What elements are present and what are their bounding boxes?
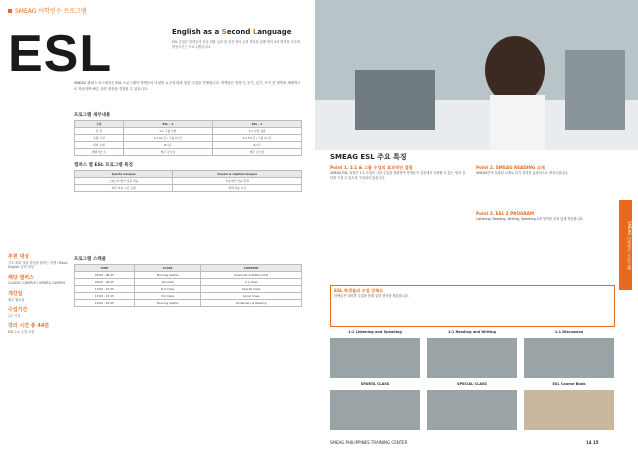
table-row: 09:00 - 09:45 1st Class 1:1 Class <box>75 279 302 286</box>
program-detail-table: 구분 ESL - 1 ESL - 2 특 징 1:1 그룹 수업 1:1 수업 집중 수업 구성 1:1 4시간 / 그룹 2시간 1:1 5시간 / 그룹 1시간 일일 수업 8시간 9시간 레벨 테스트 매주 금요일 매주 금요일 <box>74 120 302 156</box>
side-tab: SMEAG 어학연수 프로그램 <box>619 200 632 290</box>
table-row: 의무 자습 시간 포함 선택 자습 시간 <box>75 185 302 192</box>
photo-coursebook <box>524 390 614 430</box>
caption-6: ESL Course Book <box>552 382 586 386</box>
schedule-table: TIME CLASS CONTENT 08:00 - 08:45 Morning Sparta Grammar & Pattern Drill 09:00 - 09:45 1st Class 1:1 Class 10:00 - 10:45 2nd Class Special Class 13:00 - 13:45 3rd Class Group Class 19:00 - 20:45 Evening Sparta Vocabulary & Reading <box>74 264 302 307</box>
caption-3: 1:1 Discussion <box>554 330 584 334</box>
footer: SMEAG PHILIPPINES TRAINING CENTER <box>330 440 408 445</box>
note-period: 수업기간 1주 이상 <box>8 307 28 318</box>
campus-feature-table: Sparta Campus Classic & Capital Campus 스파르타 방식 집중 학습 자율적인 학습 환경 의무 자습 시간 포함 선택 자습 시간 <box>74 170 302 192</box>
subtitle-description: ESL 수업은 학생들의 일상 회화 실력 및 실전 영어 능력 향상을 위해 영어 4대 영역을 고르게 발전시키는 프로그램입니다. <box>172 40 300 49</box>
page-title: ESL <box>8 25 113 83</box>
hero-photo <box>315 0 638 150</box>
left-notes <box>8 255 68 335</box>
page-numbers: 14 15 <box>586 440 599 445</box>
photo-reading <box>427 338 517 378</box>
photo-sparta <box>330 390 420 430</box>
note-start: 개강일 매주 월요일 <box>8 290 25 302</box>
header-tag: SMEAG 어학연수 프로그램 <box>8 6 87 15</box>
features-title: SMEAG ESL 주요 특징 <box>330 153 407 161</box>
feature-point-3: Point 3. ESL 2 PROGRAM Listening, Reading, Writing, Speaking 4개 영역을 균형 있게 학습합니다. <box>476 211 584 221</box>
subtitle: English as a Second Language <box>172 28 292 36</box>
caption-2: 1:1 Reading and Writing <box>447 330 496 334</box>
table-row: 일일 수업 8시간 9시간 <box>75 142 302 149</box>
intro-text: SMEAG 캠퍼스 코스에서는 ESL 프로그램이 학생들의 다양한 요구에 따라 맞춤 수업을 진행합니다. 학생들은 말하기, 듣기, 읽기, 쓰기 전 영역을 체계적으로 학습하며 빠른 실력 향상을 경험할 수 있습니다. <box>74 81 301 91</box>
note-target: 추천 대상 기초 회화 실력 향상을 원하는 학생 / Basic English 실력 향상 <box>8 254 68 270</box>
caption-1: 1:1 Listening and Speaking <box>348 330 402 334</box>
table-row: 08:00 - 08:45 Morning Sparta Grammar & Pattern Drill <box>75 272 302 279</box>
feature-point-1: Point 1. 1:1 & 그룹 수업의 효과적인 결합 SMEAG ESL 과정은 1:1 수업과 그룹 수업을 결합하여 학생들이 실전에서 사용할 수 있는 영어 실력을 키울 수 있도록 구성되어 있습니다. <box>330 165 466 180</box>
table-row: 특 징 1:1 그룹 수업 1:1 수업 집중 <box>75 128 302 135</box>
table2-title: 캠퍼스 별 ESL 프로그램 특징 <box>74 163 133 168</box>
caption-4: SPARTA CLASS <box>360 382 390 386</box>
note-hours: 강의 시간 총 44분 ESL 1:1 수업 포함 <box>8 323 50 334</box>
satisfaction-box: ESL 학생들의 수업 만족도 학생들은 다양한 수업을 통해 실력 향상을 체감합니다. <box>330 285 615 327</box>
table-row: 13:00 - 13:45 3rd Class Group Class <box>75 293 302 300</box>
table-row: 레벨 테스트 매주 금요일 매주 금요일 <box>75 149 302 156</box>
table-row: 19:00 - 20:45 Evening Sparta Vocabulary & Reading <box>75 300 302 307</box>
caption-5: SPECIAL CLASS <box>457 382 487 386</box>
table-row: 스파르타 방식 집중 학습 자율적인 학습 환경 <box>75 178 302 185</box>
feature-point-2: Point 2. SMEAG READING 교재 SMEAG만의 특화된 교재로 읽기 실력을 효과적으로 향상시킵니다. <box>476 165 569 175</box>
photo-special <box>427 390 517 430</box>
photo-discussion <box>524 338 614 378</box>
table-row: 10:00 - 10:45 2nd Class Special Class <box>75 286 302 293</box>
photo-listening <box>330 338 420 378</box>
table1-title: 프로그램 세부내용 <box>74 113 111 118</box>
table3-title: 프로그램 스케줄 <box>74 257 106 262</box>
table-row: 수업 구성 1:1 4시간 / 그룹 2시간 1:1 5시간 / 그룹 1시간 <box>75 135 302 142</box>
note-campus: 해당 캠퍼스 CLASSIC CAMPUS / SPARTA CAMPUS <box>8 274 66 286</box>
